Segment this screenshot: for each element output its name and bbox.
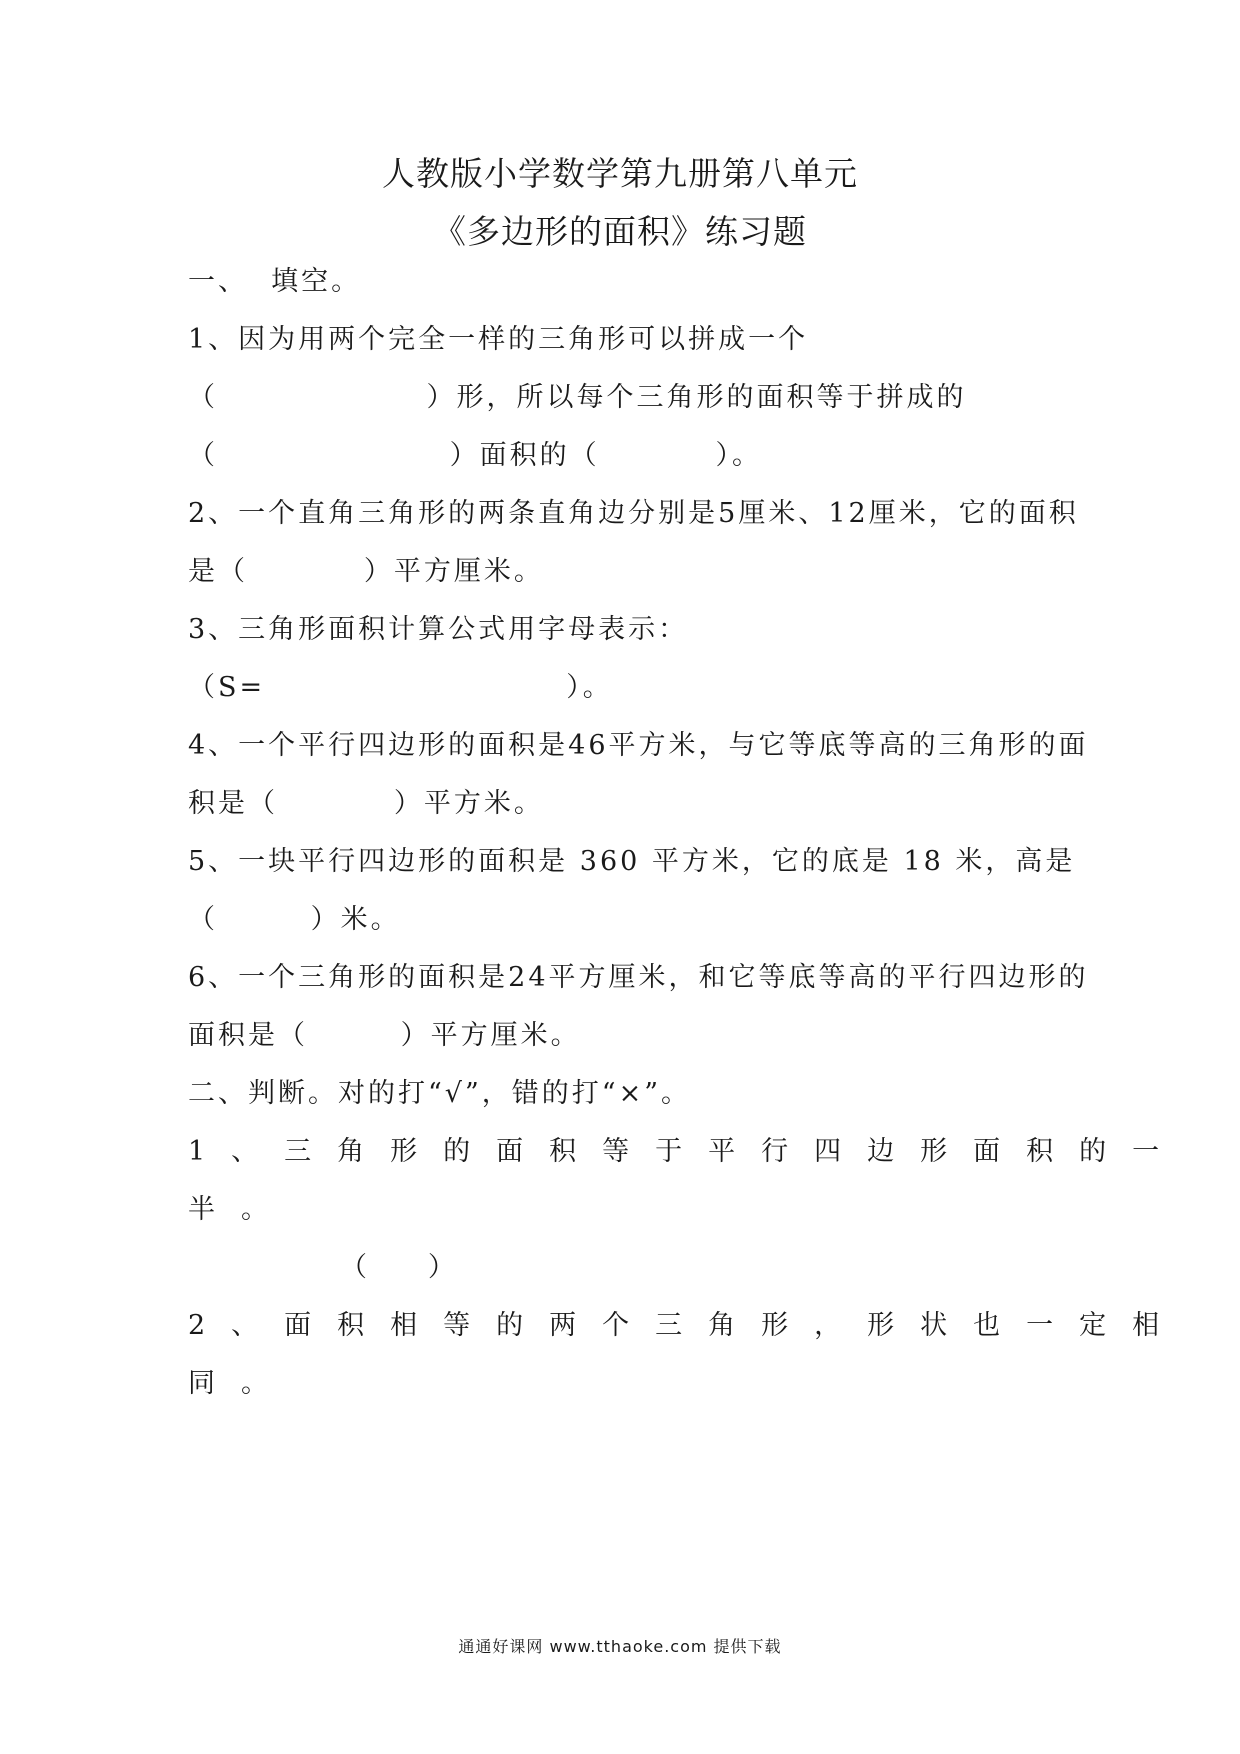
question-4-line-2: 积是（ ）平方米。 [188,788,544,819]
title-line-2: 《多边形的面积》练习题 [433,212,807,251]
question-1-line-3: （ ）面积的（ ）。 [188,440,762,471]
question-6-line-2: 面积是（ ）平方厘米。 [188,1020,581,1051]
judge-1-answer-blank: （ ） [340,1252,458,1283]
question-6-line-1: 6、一个三角形的面积是24平方厘米，和它等底等高的平行四边形的 [188,962,1089,993]
title-line-1: 人教版小学数学第九册第八单元 [382,154,858,193]
question-3-line-2: （S= ）。 [188,672,613,703]
question-1-line-1: 1、因为用两个完全一样的三角形可以拼成一个 [188,324,809,355]
question-2-line-1: 2、一个直角三角形的两条直角边分别是5厘米、12厘米，它的面积 [188,498,1079,529]
question-2-line-2: 是（ ）平方厘米。 [188,556,544,587]
question-4-line-1: 4、一个平行四边形的面积是46平方米，与它等底等高的三角形的面 [188,730,1089,761]
judge-1-line-1: 1、三角形的面积等于平行四边形面积的一 [188,1136,1186,1167]
question-5-line-2: （ ）米。 [188,904,401,935]
question-5-line-1: 5、一块平行四边形的面积是 360 平方米，它的底是 18 米，高是 [188,846,1076,877]
footer-source: 通通好课网 www.tthaoke.com 提供下载 [458,1637,782,1656]
section-fill-in-heading: 一、 填空。 [188,266,362,297]
judge-2-line-2: 同。 [188,1368,294,1399]
judge-2-line-1: 2、面积相等的两个三角形，形状也一定相 [188,1310,1186,1341]
question-1-line-2: （ ）形，所以每个三角形的面积等于拼成的 [188,382,967,413]
question-3-line-1: 3、三角形面积计算公式用字母表示： [188,614,689,645]
section-true-false-heading: 二、判断。对的打“√”，错的打“×”。 [188,1078,692,1109]
judge-1-line-2: 半。 [188,1194,294,1225]
